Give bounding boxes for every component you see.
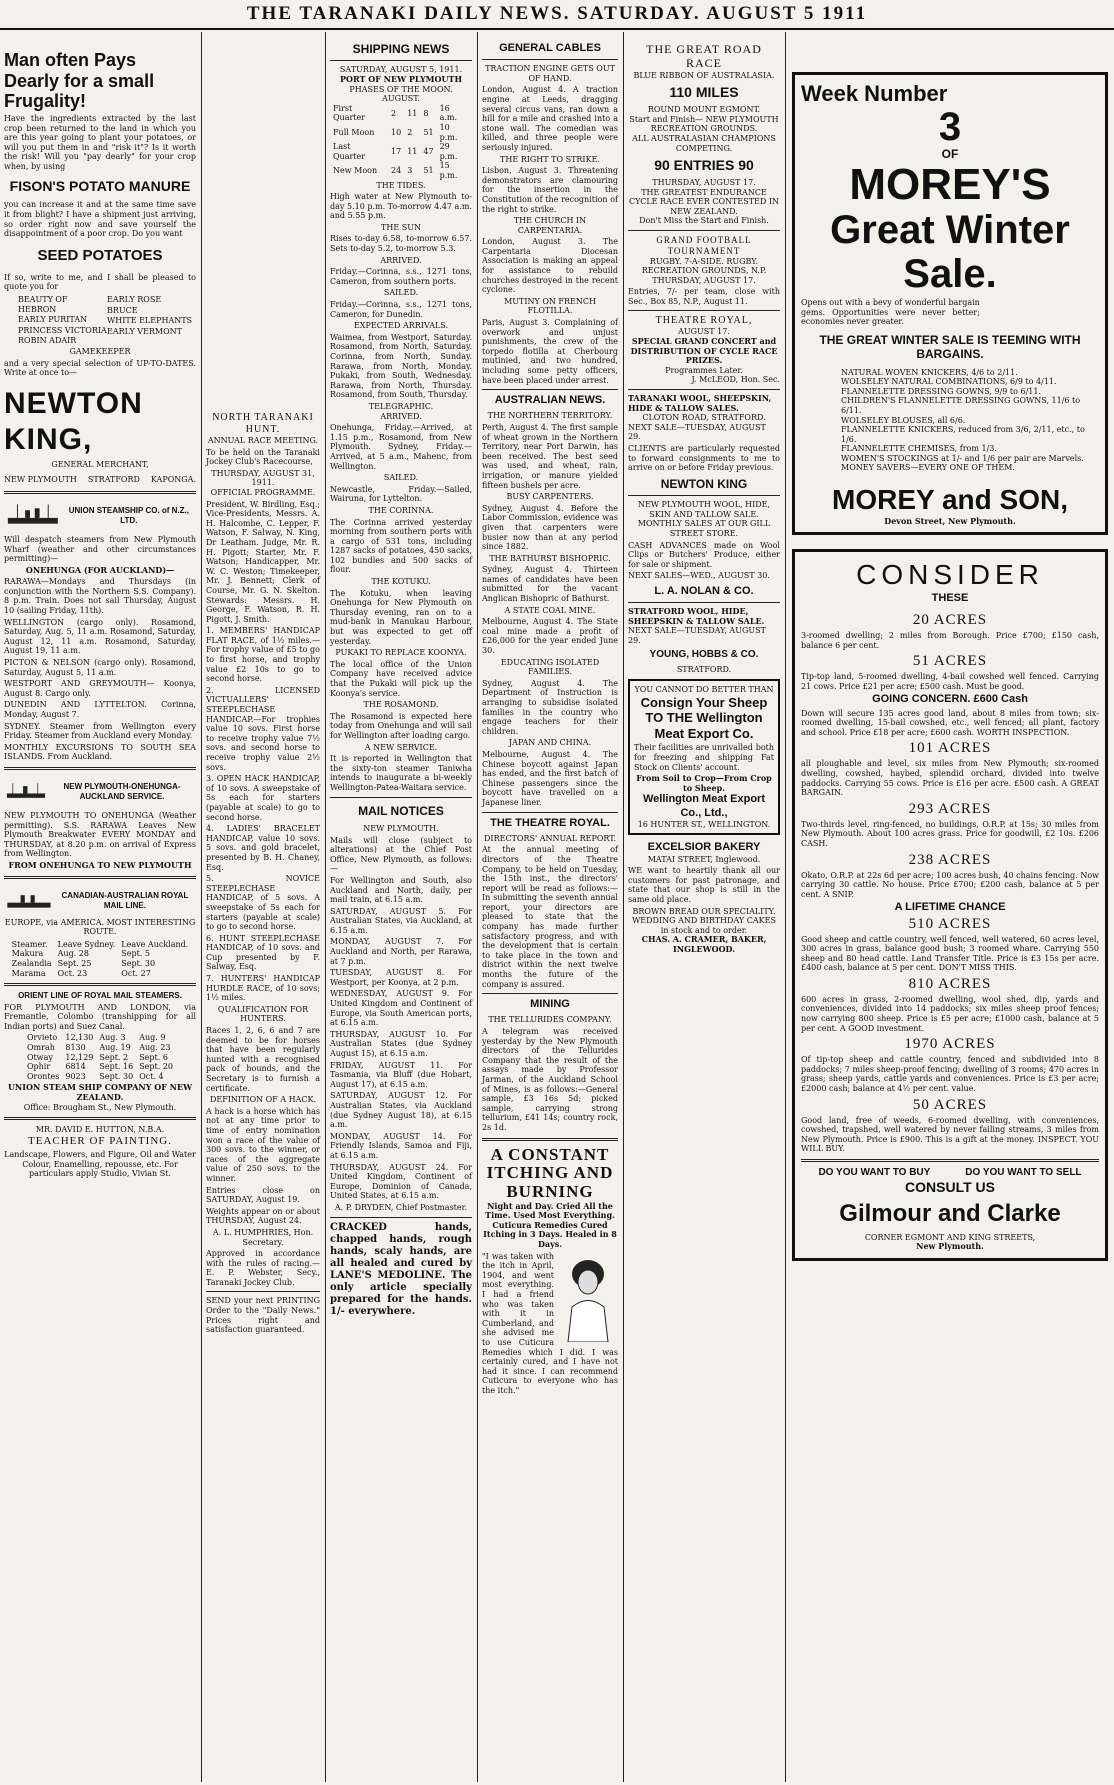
dont-label: Don't Miss the Start and Finish. [639, 216, 769, 226]
farm-text: all ploughable and level, six miles from New Plymouth; six-roomed dwelling, cowshed, haybed, splendid orchard, divided into twelve paddocks. Carrying 55 cows. Price is £16 per acre. £500 cash. A GREAT BARGAIN. [801, 759, 1099, 798]
shipping-heading: SHIPPING NEWS [352, 42, 450, 56]
table-row: Orontes 9023 Sept. 30 Oct. 4 [26, 1071, 164, 1081]
race-item: 4. LADIES' BRACELET HANDICAP, value 10 sovs. 5 sovs. and gold bracelet, presented by B. H. Chaney, Esq. [206, 824, 320, 872]
farm-title: 50 ACRES [912, 1096, 988, 1113]
farm-title: 293 ACRES [908, 800, 992, 817]
sailing-text: RARAWA—Mondays and Thursdays (in conjunction with the Northern S.S. Company). 8 p.m. Train. Does not sail Thursday, August 10 (sailing Friday, 11th). [4, 577, 196, 616]
cramer-label: CHAS. A. CRAMER, BAKER, INGLEWOOD. [641, 934, 767, 954]
hutton-name: MR. DAVID E. HUTTON, N.B.A. [35, 1125, 165, 1135]
subheading: THE CORINNA. [368, 505, 434, 515]
headline-frugality: Man often Pays Dearly for a small Frugality! [4, 50, 155, 112]
variety: EARLY VERMONT [107, 326, 182, 336]
approved-text: Approved in accordance with the rules of racing.—E. P. Webster, Secy., Taranaki Jockey Club. [206, 1249, 320, 1287]
table-row: Makura Aug. 28 Sept. 5 [11, 949, 151, 959]
round-label: ROUND MOUNT EGMONT. [647, 105, 761, 115]
bread-label: BROWN BREAD OUR SPECIALITY. [632, 906, 776, 916]
wool-heading: TARANAKI WOOL, SHEEPSKIN, HIDE & TALLOW SALES. [628, 393, 772, 413]
cable-text: Melbourne, August 4. The Chinese boycott against Japan has ended, and the first batch of Chinese passengers since the boycott have travelled on a Japanese liner. [482, 749, 618, 807]
fison-heading: FISON'S POTATO MANURE [9, 177, 191, 194]
cable-title: BUSY CARPENTERS. [506, 492, 594, 502]
subheading: A NEW SERVICE. [364, 742, 438, 752]
table-header: Leave Sydney. [57, 939, 116, 949]
soil-label: From Soil to Crop—From Crop to Sheep. [636, 773, 772, 793]
subheading: TELEGRAPHIC. [368, 401, 434, 411]
entries-text: Entries close on SATURDAY, August 19. [206, 1185, 320, 1205]
mail-item: SATURDAY, AUGUST 5. For Australian States, via Auckland, at 6.15 a.m. [330, 906, 472, 935]
canadian-sub: EUROPE, via AMERICA. MOST INTERESTING ROUTE. [4, 917, 196, 937]
stratford-next: NEXT SALE—TUESDAY, AUGUST 29. [628, 626, 766, 645]
sale-item: WOLSELEY NATURAL COMBINATIONS, 6/9 to 4/11. [841, 377, 1057, 387]
wedding-label: WEDDING AND BIRTHDAY CAKES in stock and to order. [632, 916, 776, 935]
seed-heading: SEED POTATOES [37, 246, 163, 264]
subheading: EXPECTED ARRIVALS. [353, 321, 449, 331]
npo-text: NEW PLYMOUTH TO ONEHUNGA (Weather permitting). S.S. RARAWA Leaves New Plymouth Breakwater EVERY MONDAY and THURSDAY, at 8.20 p.m. on arrival of Express from Wellington. [4, 810, 196, 859]
table-row: Last Quarter 17 11 47 29 p.m. [333, 142, 458, 161]
canadian-table [9, 940, 192, 978]
race-date: THURSDAY, AUGUST 17. [652, 177, 756, 187]
hutton-heading: TEACHER OF PAINTING. [28, 1134, 172, 1147]
devon-label: Devon Street, New Plymouth. [884, 515, 1016, 526]
excelsior-heading: EXCELSIOR BAKERY [647, 841, 761, 854]
entries-text: Entries, 7/- per team, close with Sec., Box 85, N.P., August 11. [628, 287, 780, 306]
greatest-label: THE GREATEST ENDURANCE CYCLE RACE EVER CONTESTED IN NEW ZEALAND. [628, 187, 780, 216]
column-2 [202, 32, 324, 1782]
postmaster: A. P. DRYDEN, Chief Postmaster. [334, 1202, 468, 1212]
subheading: ARRIVED. [380, 411, 422, 421]
itching-sub: Night and Day. Cried All the Time. Used Most Everything. Cuticura Remedies Cured Itching in 3 Days. Healed in 8 Days. [483, 1200, 617, 1249]
farm-title: 510 ACRES [908, 915, 992, 932]
cable-text: Perth, August 4. The first sample of wheat grown in the Northern Territory, near Port Darwin, has been received. The best seed was used, and wheat, rain, irrigation, or manure yielded fifteen bushels per acre. [482, 422, 618, 490]
farm-title: 20 ACRES [912, 612, 988, 629]
fison-text: you can increase it and at the same time save it from blight? I have a shipment just arriving, so order right now and save yourself the disappointment of a poor crop. Do you want [4, 200, 196, 239]
table-row: Omrah 8130 Aug. 19 Aug. 23 [26, 1043, 171, 1053]
moon-table [330, 104, 472, 181]
blue-ribbon: BLUE RIBBON OF AUSTRALASIA. [633, 70, 775, 80]
canadian-heading: CANADIAN-AUSTRALIAN ROYAL MAIL LINE. [61, 890, 189, 910]
column-3 [326, 32, 476, 1782]
morey-ad [792, 72, 1108, 535]
theatre-royal-heading: THEATRE ROYAL, [655, 315, 753, 327]
office-label: Office: Brougham St., New Plymouth. [23, 1102, 177, 1112]
farm-text: Two-thirds level, ring-fenced, no buildings, O.R.P. at 15s; 30 miles from New Plymouth. About 100 acres grass. Price for goodwill, £2 10s. £206 CASH. [801, 819, 1099, 848]
definition-heading: DEFINITION OF A HACK. [209, 1095, 317, 1105]
newton-king-label: NEWTON KING [660, 476, 748, 491]
mail-item: THURSDAY, AUGUST 24. For United Kingdom, Continent of Europe, Dominion of Canada, United States, at 6.15 a.m. [330, 1162, 472, 1201]
telluride-text: A telegram was received yesterday by the New Plymouth directors of the Tellurides Company that the result of the assays made by Professor Jarman, of the Auckland School of Mines, is as follows:—General sample, £3 16s 5d; picked sample, carrying strong tellurium, £41 14s; country rock, 2s 1d. [482, 1027, 618, 1132]
expected-text: Waimea, from Westport, Saturday. Rosamond, from North, Saturday. Corinna, from North, Sunday. Rarawa, from North, Monday. Pukaki, from South, Wednesday. Rarawa, from North, Thursday. Rosamond, from South, Thursday. [330, 332, 472, 400]
mail-item: WEDNESDAY, AUGUST 9. For United Kingdom and Continent of Europe, via South American ports, at 6.15 a.m. [330, 989, 472, 1028]
cable-title: MUTINY ON FRENCH FLOTILLA. [504, 296, 596, 316]
race-item: 1. MEMBERS' HANDICAP FLAT RACE, of 1½ miles.—For trophy value of £5 to go to first horse, and trophy value £2 10s to go to second horse. [206, 626, 320, 684]
cash-text: CASH ADVANCES made on Wool Clips or Butchers' Produce, either for sale or shipment. [628, 540, 780, 569]
shipping-date: SATURDAY, AUGUST 5, 1911. [339, 65, 463, 75]
mail-item: MONDAY, AUGUST 7. For Auckland and North, per Rarawa, at 7 p.m. [330, 937, 472, 966]
agent-label: UNION STEAM SHIP COMPANY OF NEW ZEALAND. [7, 1082, 193, 1103]
miles-label: 110 MILES [669, 84, 739, 101]
week-label: Week Number [801, 81, 948, 106]
programme-heading: OFFICIAL PROGRAMME. [210, 487, 316, 497]
table-row: Orvieto 12,130 Aug. 3 Aug. 9 [26, 1033, 166, 1043]
town: STRATFORD [87, 475, 140, 485]
theatre-sub: DIRECTORS' ANNUAL REPORT. [484, 833, 616, 843]
consign-heading: Consign Your Sheep TO THE Wellington Meat Export Co. [640, 694, 768, 741]
tel-text: Onehunga, Friday.—Arrived, at 1.15 p.m., Rosamond, from New Plymouth. Sydney, Friday.—Arrived, at 5 a.m., Mahenc, from Wellington. [330, 423, 472, 471]
cables-heading: GENERAL CABLES [499, 42, 601, 54]
variety: EARLY PURITAN [18, 315, 88, 325]
farm-text: Tip-top land, 5-roomed dwelling, 4-bail cowshed well fenced. Carrying 21 cows. Price £21 per acre; £500 cash. Must be good. [801, 672, 1099, 691]
mail-item: SATURDAY, AUGUST 12. For Australian States, via Auckland (due Sydney August 18), at 6.15 a.m. [330, 1091, 472, 1130]
all-label: ALL AUSTRALASIAN CHAMPIONS COMPETING. [632, 133, 776, 153]
qualification-text: Races 1, 2, 6, 6 and 7 are deemed to be for horses that have been regularly hunted with a recognised pack of hounds, and the Secretary is to furnish a certificate. [206, 1026, 320, 1093]
steamship-icon [4, 887, 54, 915]
towns-row [4, 475, 196, 485]
football-date: THURSDAY, AUGUST 17. [652, 275, 756, 285]
monthly-label: MONTHLY SALES AT OUR GILL STREET STORE. [637, 519, 771, 538]
merchant-label: GENERAL MERCHANT, [51, 459, 149, 469]
clients-text: CLIENTS are particularly requested to forward consignments to me to arrive on or before Friday previous. [628, 444, 780, 473]
cable-text: London, August 4. A traction engine at Leeds, dragging several circus vans, ran down a hill for a mile and crashed into a stone wall. The comedian was killed, and three people were seriously injured. [482, 85, 618, 152]
farm-title: 238 ACRES [908, 851, 992, 868]
race-item: 5. NOVICE STEEPLECHASE HANDICAP, of 5 sovs. A sweepstake of 5s each for starters (payable at scale) to go to second horse. [206, 874, 320, 932]
variety: PRINCESS VICTORIA [18, 325, 107, 335]
orient-table [24, 1033, 176, 1081]
australian-heading: AUSTRALIAN NEWS. [494, 394, 606, 407]
table-header: Steamer. [11, 939, 48, 949]
cable-title: THE BATHURST BISHOPRIC. [489, 553, 611, 563]
programme-label: Programmes Later. [665, 365, 743, 375]
varieties-list [4, 294, 196, 347]
cable-title: THE NORTHERN TERRITORY. [487, 411, 613, 421]
variety: WHITE ELEPHANTS [107, 316, 193, 326]
hutton-text: Landscape, Flowers, and Figure, Oil and Water Colour, Enamelling, repousse, etc. For particulars apply Studio, Vivian St. [4, 1150, 196, 1179]
cable-text: Sydney, August 4. The Department of Instruction is arranging to subsidise isolated families in the country who engage teachers for their children. [482, 678, 618, 736]
farm-title: 810 ACRES [908, 975, 992, 992]
mcleod-label: J. McLEOD, Hon. Sec. [691, 375, 780, 385]
arrived-text: Friday.—Corinna, s.s., 1271 tons, Cameron, from southern ports. [330, 267, 472, 286]
consider-ad [792, 549, 1108, 1261]
great-winter-sale: Great Winter Sale. [830, 207, 1070, 296]
these-label: THESE [931, 591, 969, 604]
town: KAPONGA. [150, 475, 196, 485]
union-heading: UNION STEAMSHIP CO. of N.Z., LTD. [68, 506, 189, 525]
rosamond-text: The Rosamond is expected here today from Onehunga and will sail for Wellington after loading cargo. [330, 711, 472, 740]
nolan-next: NEXT SALES—WED., AUGUST 30. [628, 571, 770, 581]
column-5 [624, 32, 784, 1782]
cannot-label: YOU CANNOT DO BETTER THAN [634, 685, 774, 695]
subheading: THE KOTUKU. [371, 577, 431, 587]
sailing-text: MONTHLY EXCURSIONS TO SOUTH SEA ISLANDS. From Auckland. [4, 742, 196, 762]
phases-heading: PHASES OF THE MOON. AUGUST. [349, 84, 453, 104]
concert-label: SPECIAL GRAND CONCERT and DISTRIBUTION OF CYCLE RACE PRIZES. [630, 336, 778, 366]
rugby-label: RUGBY. 7-A-SIDE. RUGBY. [649, 256, 759, 266]
matai-label: MATAI STREET, Inglewood. [647, 854, 761, 864]
mail-heading: MAIL NOTICES [358, 803, 444, 818]
morey-title: MOREY'S [849, 159, 1051, 209]
subheading: THE ROSAMOND. [363, 700, 439, 710]
cable-text: London, August 3. The Carpentaria Diocesan Association is making an appeal for assistance to rebuild churches destroyed in the recent cyclone. [482, 237, 618, 295]
definition-text: A hack is a horse which has not at any time prior to time of entry nomination won a race of the value of 300 sovs. to the winner, or races of the aggregate value of 250 sovs. to the winner. [206, 1106, 320, 1183]
table-row: Ophir 6814 Sept. 16 Sept. 20 [26, 1062, 174, 1072]
send-printing: SEND your next PRINTING Order to the "Daily News." Prices right and satisfaction guaranteed. [206, 1296, 320, 1335]
section-heading: ONEHUNGA (FOR AUCKLAND)— [25, 564, 175, 575]
race-item: 3. OPEN HACK HANDICAP, of 10 sovs. A sweepstake of 5s each for starters (payable at scale) to go to second horse. [206, 774, 320, 822]
excelsior-text: WE want to heartily thank all our customers for past patronage, and state that our shop is still in the same old place. [628, 866, 780, 904]
sailed-text: Friday.—Corinna, s.s., 1271 tons, Cameron, for Dunedin. [330, 300, 472, 319]
morey-son-title: MOREY and SON, [832, 484, 1068, 516]
farm-title: A LIFETIME CHANCE [894, 901, 1006, 914]
qualification-heading: QUALIFICATION FOR HUNTERS. [217, 1004, 309, 1024]
cable-text: Lisbon, August 3. Threatening demonstrators are clamouring for the insertion in the Constitution of the recognition of the right to strike. [482, 166, 618, 214]
table-row: Otway 12,129 Sept. 2 Sept. 6 [26, 1052, 168, 1062]
masthead: THE TARANAKI DAILY NEWS. SATURDAY. AUGUST 5 1911 [0, 0, 1114, 30]
union-text: Will despatch steamers from New Plymouth Wharf (weather and other circumstances permitting)— [4, 534, 196, 564]
mail-item: MONDAY, AUGUST 14. For Friendly Islands, Samoa and Fiji, at 6.15 a.m. [330, 1131, 472, 1160]
young-hobbs-label: YOUNG, HOBBS & CO. [649, 649, 759, 661]
cable-text: Melbourne, August 4. The State coal mine made a profit of £26,000 for the year ended June 30. [482, 617, 618, 656]
nextsale-label: NEXT SALE—TUESDAY, AUGUST 29. [628, 422, 766, 442]
wmeco-label: Wellington Meat Export Co., Ltd., [642, 793, 766, 819]
table-row: Marama Oct. 23 Oct. 27 [11, 968, 151, 978]
cable-title: THE RIGHT TO STRIKE. [500, 154, 600, 164]
teeming-heading: THE GREAT WINTER SALE IS TEEMING WITH BARGAINS. [819, 332, 1081, 362]
newservice-text: It is reported in Wellington that the sixty-ton steamer Taniwha intends to inaugurate a bi-weekly Wellington-Patea-Waitara service. [330, 754, 472, 792]
sale-item: CHILDREN'S FLANNELETTE DRESSING GOWNS, 11/6 to 6/11. [841, 396, 1081, 415]
officials-text: President, W. Birdling, Esq.; Vice-Presidents, Messrs. A. H. Halcombe, C. Lepper, F. Watson, F. Salway, N. King, Dr Leatham. Judge, Mr. R. H. Pigott; Starter, Mr. F. Watson; Handicapper, Mr. W. C. Weston; Timekeeper, Mr. J. Bennett; Clerk of Course, Mr. G. N. Skelton. Stewards: Messrs. H. George, F. Watson, R. H. Pigott, J. Smith. [206, 499, 320, 624]
farm-text: Good land, free of weeds, 6-roomed dwelling, with conveniences, cowshed, trapshed, well watered by never failing streams, 3 miles from New Plymouth. Price is £900. This is a gift at the money. INSPECT. YOU WILL BUY. [801, 1115, 1099, 1154]
hunter-label: 16 HUNTER ST., WELLINGTON. [637, 819, 771, 829]
nolan-label: L. A. NOLAN & CO. [654, 584, 754, 597]
hon-secretary: A. L. HUMPHRIES, Hon. Secretary. [212, 1227, 314, 1247]
itching-text: "I was taken with the itch in April, 1904, and went most everything. I had a friend who was taken with it in Cumberland, and she advised me to use Cuticura Remedies which I did. I was certainly cured, and I have not had it since. I can recommend Cuticura to everyone who has the itch." [482, 1251, 618, 1395]
table-row: Full Moon 10 2 51 10 p.m. [333, 122, 458, 142]
mail-item: For Wellington and South, also Auckland and North, daily, per mail train, at 6.15 a.m. [330, 875, 472, 905]
cable-text: Sydney, August 4. Before the Labor Commission, evidence was given that carpenters were busier now than at any period since 1882. [482, 503, 618, 552]
entries-label: 90 ENTRIES 90 [654, 157, 754, 174]
subheading: THE SUN [381, 222, 421, 232]
sell-label: DO YOU WANT TO SELL [965, 1167, 1082, 1178]
variety: ROBIN ADAIR [18, 336, 77, 346]
sale-item: MONEY SAVERS—EVERY ONE OF THEM. [841, 463, 1015, 473]
cable-text: Sydney, August 4. Thirteen names of candidates have been submitted for the vacant Anglican Bishopric of Bathurst. [482, 565, 618, 604]
meeting-date: THURSDAY, AUGUST 31, 1911. [211, 468, 315, 488]
consider-heading: CONSIDER [856, 559, 1044, 591]
race-item: 2. LICENSED VICTUALLERS' STEEPLECHASE HANDICAP.—For trophies value 10 sovs. First horse to receive trophy value 7½ sovs. and second horse to receive trophy value 2½ sovs. [206, 685, 320, 772]
consult-label: CONSULT US [905, 1179, 995, 1195]
table-row: Zealandia Sept. 25 Sept. 30 [11, 958, 156, 968]
table-row: New Moon 24 3 51 15 p.m. [333, 161, 458, 180]
subheading: SAILED. [383, 288, 419, 298]
cable-title: TRACTION ENGINE GETS OUT OF HAND. [485, 64, 615, 83]
orient-sub: FOR PLYMOUTH AND LONDON, via Fremantle, Colombo (transhipping for all Indian ports) and Suez Canal. [4, 1002, 196, 1031]
steamship-icon [4, 502, 62, 530]
weights-text: Weights appear on or about THURSDAY, August 24. [206, 1206, 320, 1226]
column-1 [0, 32, 200, 1782]
subheading: PUKAKI TO REPLACE KOONYA. [335, 648, 467, 658]
cable-text: Paris, August 3. Complaining of overwork and unjust punishments, the crew of the torpedo flotilla at Cherbourg mutinied, and two hundred, including some petty officers, have been placed under arrest. [482, 318, 618, 385]
sale-item: NATURAL WOVEN KNICKERS, 4/6 to 2/11. [841, 367, 1018, 377]
farm-title: 101 ACRES [908, 740, 992, 757]
np-wool-label: NEW PLYMOUTH WOOL, HIDE, SKIN AND TALLOW SALE. [637, 500, 771, 519]
farm-text: Down will secure 135 acres good land, about 8 miles from town; six-roomed dwelling, 15-bail cowshed, etc., well fenced; all plant, factory and school. Price £18 per acre; £600 cash. WORTH INSPECTION. [801, 708, 1099, 737]
sale-item: FLANNELETTE CHEMISES, from 1/3. [841, 444, 997, 454]
telluride-heading: THE TELLURIDES COMPANY. [488, 1015, 612, 1025]
sailing-text: WELLINGTON (cargo only). Rosamond, Saturday, Aug. 5, 11 a.m. Rosamond, Saturday, August 12, 11 a.m. Rosamond, Saturday, August 19, 11 a.m. [4, 617, 196, 656]
farm-text: Good sheep and cattle country, well fenced, well watered, 60 acres level, 300 acres in grass, balance good bush; 3 roomed whare. Carrying 550 sheep and 80 head cattle. Land Transfer Title. Price is £3 15s per acre. £400 cash, balance at 5 per cent. DON'T MISS THIS. [801, 934, 1099, 973]
cable-title: JAPAN AND CHINA. [508, 738, 592, 748]
stratford-label: STRATFORD. [676, 665, 732, 675]
sale-item: WOMEN'S STOCKINGS at 1/- and 1/6 per pair are Marvels. [841, 453, 1084, 463]
cable-title: THE CHURCH IN CARPENTARIA. [513, 216, 587, 235]
farm-text: 600 acres in grass, 2-roomed dwelling, wool shed, dip, yards and conveniences, divided into 14 paddocks; six miles sheep proof fences; now carrying 800 sheep. Price is £5 per acre; £1000 cash, balance at 5 per cent. A GOOD investment. [801, 994, 1099, 1033]
theatre-heading: THE THEATRE ROYAL. [490, 816, 610, 829]
town: NEW PLYMOUTH [4, 475, 77, 485]
meeting-heading: ANNUAL RACE MEETING. [207, 436, 319, 445]
sun-text: Rises to-day 6.58, to-morrow 6.57. Sets to-day 5.2, to-morrow 5.3. [330, 234, 472, 254]
kotuku-text: The Kotuku, when leaving Onehunga for New Plymouth on Thursday evening, ran on to a mud-bank in Manukau Harbour, but was expected to get off yesterday. [330, 588, 472, 646]
np-label: New Plymouth. [916, 1241, 984, 1252]
cable-title: EDUCATING ISOLATED FAMILIES. [500, 657, 600, 677]
consign-text: Their facilities are unrivalled both for freezing and shipping Fat Stock on Clients' account. [634, 743, 774, 772]
port-heading: PORT OF NEW PLYMOUTH [340, 73, 462, 84]
farm-title: 1970 ACRES [904, 1036, 996, 1053]
farm-text: Okato, O.R.P. at 22s 6d per acre; 100 acres bush, 40 chains fencing. Now carrying 30 cattle. No house. Price £700; £200 cash, balance at 5 per cent. A SNIP. [801, 870, 1099, 899]
of-label: OF [941, 147, 959, 162]
variety: EARLY ROSE [107, 294, 162, 304]
intro-text: Have the ingredients extracted by the last crop been returned to the land in which you are this year going to plant your potatoes, or will you put them in and "risk it"? Is it worth the risk! Will you "pay dearly" for your crop when, by using [4, 114, 196, 172]
subheading: ARRIVED. [380, 255, 422, 265]
subheading: THE TIDES. [376, 180, 426, 190]
variety: GAMEKEEPER [69, 346, 131, 356]
table-header: Leave Auckland. [121, 939, 189, 949]
newton-king-title: NEWTON KING, [4, 386, 143, 456]
sailing-text: SYDNEY. Steamer from Wellington every Friday. Steamer from Auckland every Monday. [4, 721, 196, 741]
recreation-label: RECREATION GROUNDS, N.P. [641, 266, 767, 276]
subheading: SAILED. [383, 473, 419, 483]
subheading: NEW PLYMOUTH. [363, 823, 439, 833]
pukaki-text: The local office of the Union Company have received advice that the Pukaki will pick up the Koonya's service. [330, 659, 472, 698]
start-label: Start and Finish— NEW PLYMOUTH RECREATION GROUNDS. [629, 114, 779, 134]
stratford-heading: STRATFORD WOOL, HIDE, SHEEPSKIN & TALLOW SALE. [628, 606, 765, 626]
race-item: 7. HUNTERS' HANDICAP HURDLE RACE, of 10 sovs; 1½ miles. [206, 974, 320, 1003]
morey-intro: Opens out with a bevy of wonderful bargain gems. Opportunities were never better; economies never greater. [801, 297, 980, 327]
week-number: 3 [938, 105, 962, 150]
corinna-text: The Corinna arrived yesterday morning from southern ports with a cargo of 531 tons, including 1287 sacks of potatoes, 450 sacks, 102 bundles and 500 sacks of flour. [330, 517, 472, 575]
road-race-heading: THE GREAT ROAD RACE [646, 42, 762, 71]
sale-item: FLANNELETTE KNICKERS, reduced from 3/6, 2/11, etc., to 1/6. [841, 425, 1085, 444]
sailing-text: PICTON & NELSON (cargo only). Rosamond, Saturday, August 5, 11 a.m. [4, 658, 196, 677]
farm-title: GOING CONCERN. £600 Cash [872, 693, 1028, 706]
orient-heading: ORIENT LINE OF ROYAL MAIL STEAMERS. [18, 991, 182, 1001]
meeting-text: To be held on the Taranaki Jockey Club's Racecourse, [206, 447, 320, 467]
tel-sailed-text: Newcastle, Friday.—Sailed, Wairuna, for Lyttelton. [330, 484, 472, 504]
column-4 [478, 32, 622, 1782]
sale-item: FLANNELETTE DRESSING GOWNS, 9/9 to 6/11. [841, 386, 1041, 396]
farm-title: 51 ACRES [912, 653, 988, 670]
farm-text: Of tip-top sheep and cattle country, fenced and subdivided into 8 paddocks; 7 miles sheep-proof fencing; dwelling of 3 rooms; 470 acres in grass; sheep yards, cattle yards and conveniences. Price is £3 per acre; £2000 cash; balance at 4½ per cent. value. [801, 1055, 1099, 1094]
theatre-text: At the annual meeting of directors of the Theatre Company, to be held on Tuesday, the 15th inst., the directors' report will be read as follows:—In submitting the seventh annual report, your directors are pleased to state that the company has made further satisfactory progress, and with the development that is certain to take place in the town and district within the next twelve months the future of the company is assured. [482, 845, 618, 989]
steamship-icon [4, 778, 48, 806]
mail-item: TUESDAY, AUGUST 8. For Westport, per Koonya, at 2 p.m. [330, 968, 472, 987]
mining-heading: MINING [530, 998, 570, 1011]
theatre-date: AUGUST 17. [678, 327, 730, 337]
mail-text: Mails will close (subject to alterations) at the Chief Post Office, New Plymouth, as follows:— [330, 835, 472, 874]
corner-label: CORNER EGMONT AND KING STREETS, [864, 1232, 1036, 1242]
seed-text: If so, write to me, and I shall be pleased to quote you for [4, 272, 196, 292]
section-heading: FROM ONEHUNGA TO NEW PLYMOUTH [8, 859, 192, 870]
itching-heading: A CONSTANT ITCHING AND BURNING [486, 1144, 614, 1201]
mail-item: THURSDAY, AUGUST 10. For Australian States (due Sydney August 15), at 6.15 a.m. [330, 1029, 472, 1058]
mail-item: FRIDAY, AUGUST 11. For Tasmania, via Bluff (due Hobart, August 17), at 6.15 a.m. [330, 1060, 472, 1089]
variety: BEAUTY OF HEBRON [18, 294, 68, 314]
table-row: First Quarter 2 11 8 16 a.m. [333, 103, 458, 123]
farm-text: 3-roomed dwelling; 2 miles from Borough. Price £700; £150 cash, balance 6 per cent. [801, 631, 1099, 650]
cable-title: A STATE COAL MINE. [504, 605, 596, 615]
woman-portrait-icon [558, 1252, 618, 1342]
npo-heading: NEW PLYMOUTH-ONEHUNGA-AUCKLAND SERVICE. [63, 782, 181, 801]
sale-item: WOLSELEY BLOUSES, all 6/6. [841, 415, 966, 425]
special-text: and a very special selection of UP-TO-DATES. Write at once to— [4, 358, 196, 378]
sailing-text: DUNEDIN AND LYTTELTON. Corinna, Monday, August 7. [4, 700, 196, 720]
race-item: 6. HUNT STEEPLECHASE HANDICAP, of 10 sovs. and Cup presented by F. Salway, Esq. [206, 933, 320, 972]
variety: BRUCE [107, 305, 138, 315]
sailing-text: WESTPORT AND GREYMOUTH— Koonya, August 8. Cargo only. [4, 679, 196, 698]
buy-label: DO YOU WANT TO BUY [818, 1167, 931, 1178]
cloton-label: CLOTON ROAD, STRATFORD. [642, 413, 766, 423]
column-6 [786, 32, 1114, 1782]
gilmour-title: Gilmour and Clarke [839, 1199, 1061, 1227]
medoline-ad: CRACKED hands, chapped hands, rough hands, scaly hands, are all healed and cured by LANE'S MEDOLINE. The only article specially prepared for the hands. 1/- everywhere. [330, 1221, 472, 1317]
hunt-heading: NORTH TARANAKI HUNT. [212, 412, 314, 435]
football-heading: GRAND FOOTBALL TOURNAMENT [656, 234, 752, 256]
tides-text: High water at New Plymouth to-day 5.10 p.m. To-morrow 4.47 a.m. and 5.55 p.m. [330, 192, 472, 221]
